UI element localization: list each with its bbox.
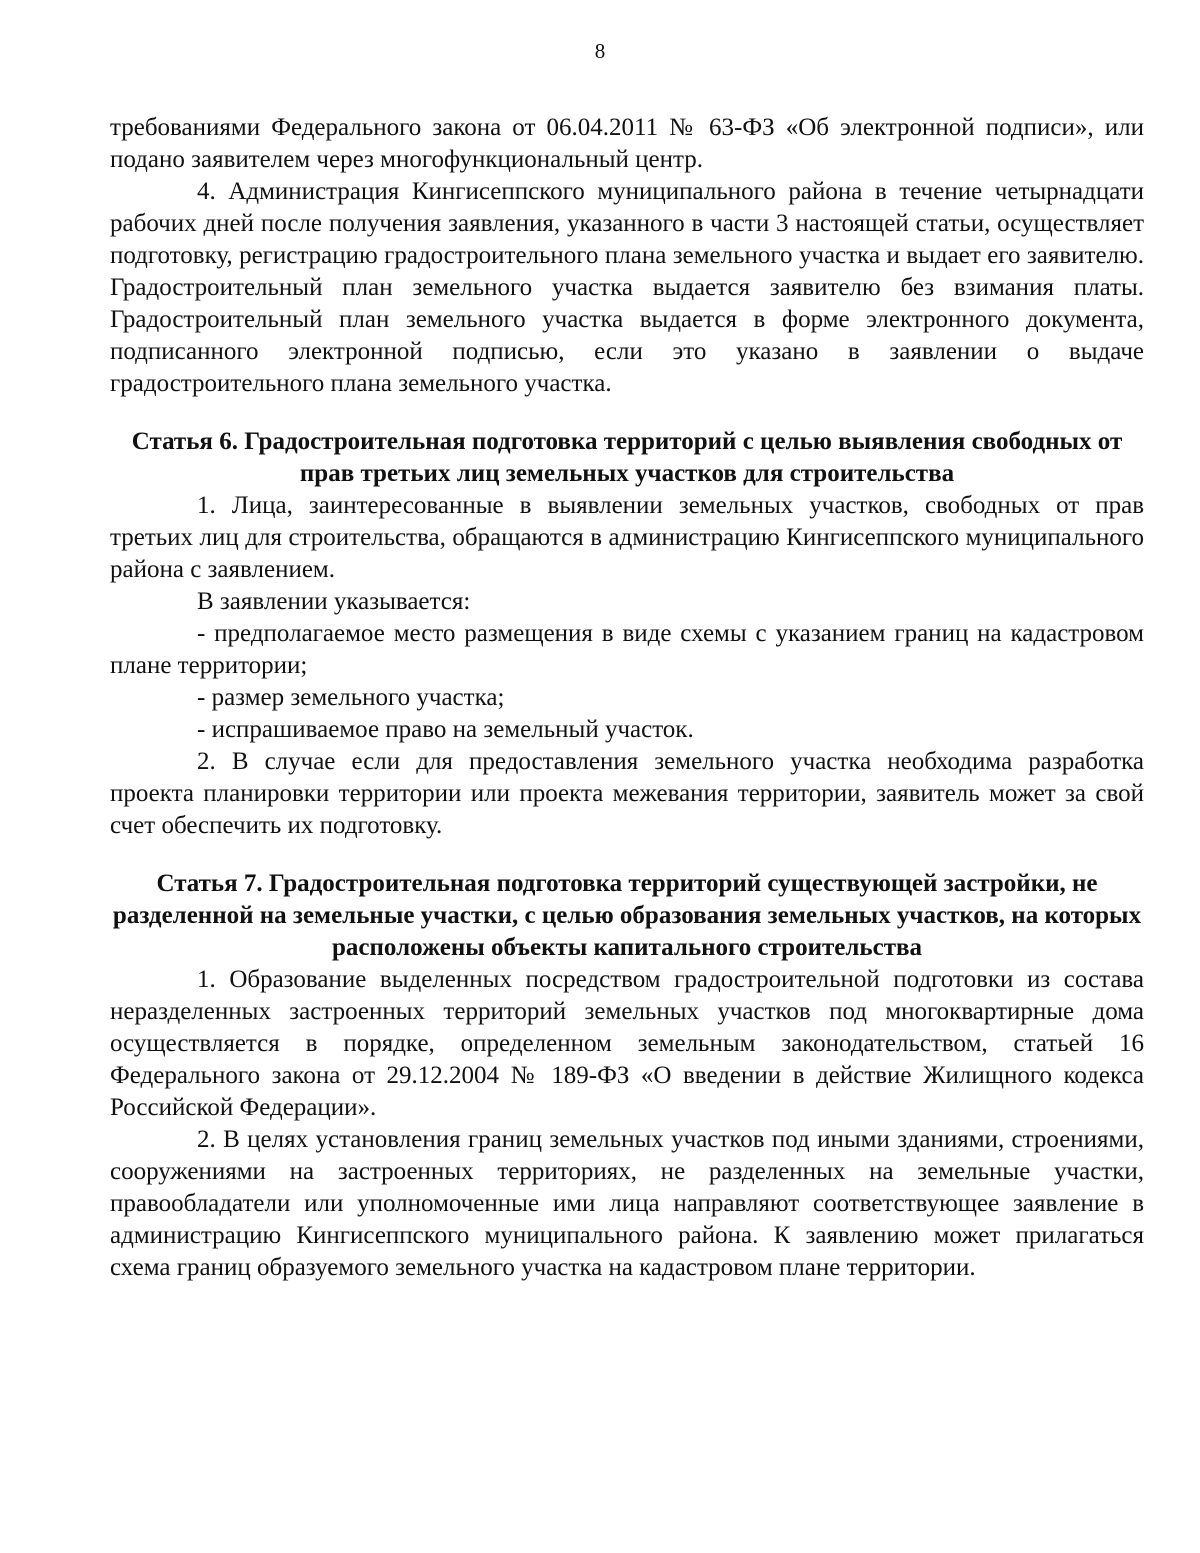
article-6-heading: Статья 6. Градостроительная подготовка территорий с целью выявления свободных от прав третьих лиц земельных участков для строительства [131, 428, 1123, 487]
article-6-list-item-size: - размер земельного участка; [197, 684, 505, 711]
article-6-application-intro: В заявлении указывается: [197, 588, 471, 615]
paragraph-continuation: требованиями Федерального закона от 06.04.2011 № 63-ФЗ «Об электронной подписи», или подано заявителем через многофункциональный центр. [110, 114, 1144, 173]
paragraph-item-4: 4. Администрация Кингисеппского муниципального района в течение четырнадцати рабочих дней после получения заявления, указанного в части 3 настоящей статьи, осуществляет подготовку, регистрацию градостроительного плана земельного участка и выдает его заявителю. Градостроительный план земельного участка выдается заявителю без взимания платы. Градостроительный план земельного участка выдается в форме электронного документа, подписанного электронной подписью, если это указано в заявлении о выдаче градостроительного плана земельного участка. [110, 178, 1144, 397]
article-6-paragraph-2: 2. В случае если для предоставления земельного участка необходима разработка проекта планировки территории или проекта межевания территории, заявитель может за свой счет обеспечить их подготовку. [110, 748, 1144, 839]
document-body [110, 112, 1144, 1284]
article-7-paragraph-1: 1. Образование выделенных посредством градостроительной подготовки из состава неразделенных застроенных территорий земельных участков под многоквартирные дома осуществляется в порядке, определенном земельным законодательством, статьей 16 Федерального закона от 29.12.2004 № 189-ФЗ «О введении в действие Жилищного кодекса Российской Федерации». [110, 966, 1144, 1121]
article-6-list-item-location: - предполагаемое место размещения в виде схемы с указанием границ на кадастровом плане территории; [110, 620, 1144, 679]
page-number: 8 [594, 39, 606, 63]
article-6-list-item-right: - испрашиваемое право на земельный участок. [197, 716, 694, 743]
article-7-paragraph-2: 2. В целях установления границ земельных участков под иными зданиями, строениями, сооружениями на застроенных территориях, не разделенных на земельные участки, правообладатели или уполномоченные ими лица направляют соответствующее заявление в администрацию Кингисеппского муниципального района. К заявлению может прилагаться схема границ образуемого земельного участка на кадастровом плане территории. [110, 1126, 1144, 1281]
article-6-paragraph-1: 1. Лица, заинтересованные в выявлении земельных участков, свободных от прав третьих лиц для строительства, обращаются в администрацию Кингисеппского муниципального района с заявлением. [110, 492, 1144, 583]
article-7-heading: Статья 7. Градостроительная подготовка территорий существующей застройки, не разделенной на земельные участки, с целью образования земельных участков, на которых расположены объекты капитального строительства [112, 870, 1142, 961]
